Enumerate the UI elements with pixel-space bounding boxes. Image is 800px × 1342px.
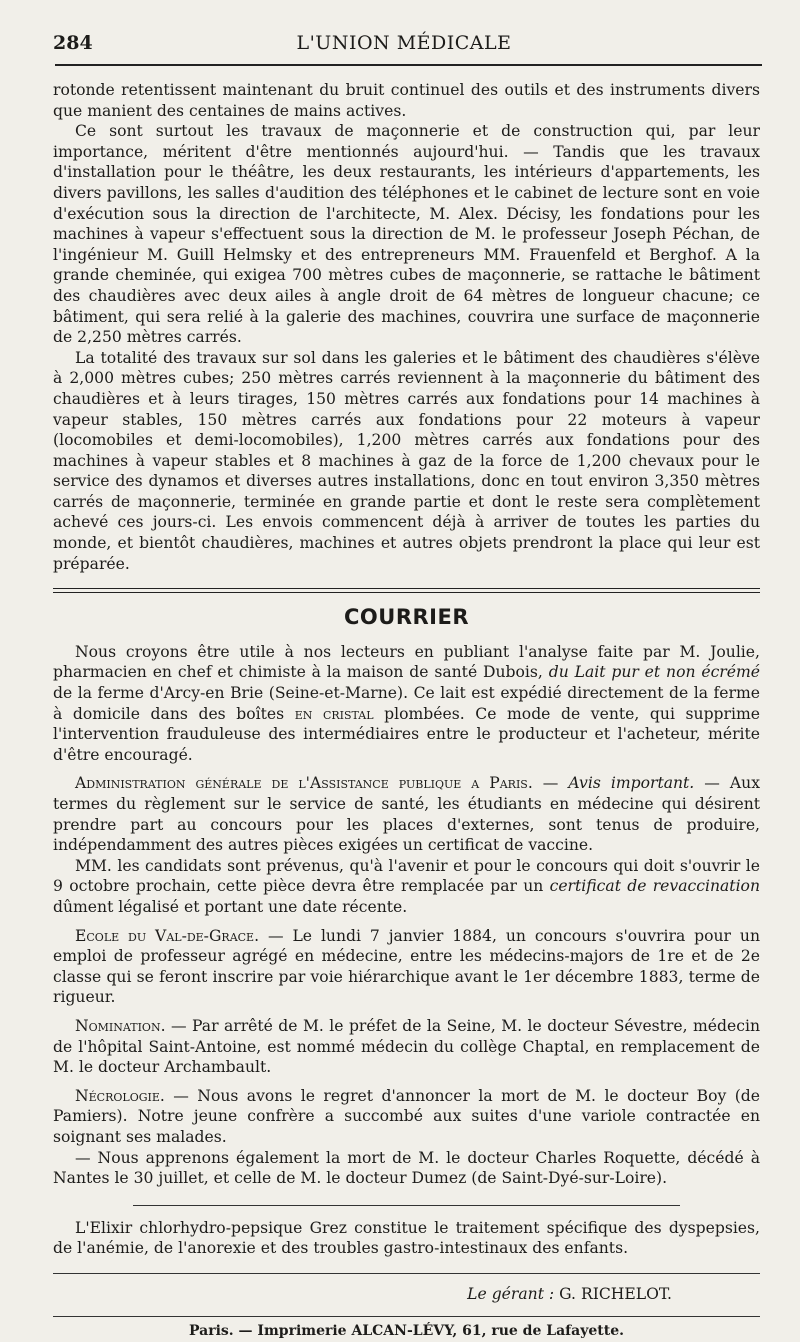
header-rule — [55, 64, 762, 66]
advert-paragraph: L'Elixir chlorhydro-pepsique Grez constitue le traitement spécifique des dyspepsies, de l'anémie, de l'anorexie et des troubles gastro-intestinaux des enfants. — [53, 1218, 760, 1258]
courrier-paragraph-deces: — Nous apprenons également la mort de M. le docteur Charles Roquette, décédé à Nantes le 30 juillet, et celle de M. le docteur Dumez (de Saint-Dyé-sur-Loire). — [53, 1148, 760, 1188]
gerant-signature: Le gérant : G. RICHELOT. — [467, 1284, 672, 1303]
courrier-paragraph-assistance: Administration générale de l'Assistance publique a Paris. — Avis important. — Aux termes du règlement sur le service de santé, les étudiants en médecine qui désirent prendre part au concours pour les places d'externes, sont tenus de produire, indépendamment des autres pièces exigées un certificat de vaccine. — [53, 774, 760, 855]
courrier-paragraph-nomination: Nomination. — Par arrêté de M. le préfet de la Seine, M. le docteur Sévestre, médecin de l'hôpital Saint-Antoine, est nommé médecin du collège Chaptal, en remplacement de M. le docteur Archambault. — [53, 1016, 760, 1077]
courrier-paragraph-val-de-grace: Ecole du Val-de-Grace. — Le lundi 7 janvier 1884, un concours s'ouvrira pour un emploi de professeur agrégé en médecine, entre les médecins-majors de 1re et de 2e classe qui se feront inscrire par voie hiérarchique avant le 1er décembre 1883, terme de rigueur. — [53, 926, 761, 1007]
courrier-paragraph-candidats: MM. les candidats sont prévenus, qu'à l'avenir et pour le concours qui doit s'ouvrir le 9 octobre prochain, cette pièce devra être remplacée par un certificat de revaccination dûment légalisé et portant une date récente. — [53, 856, 760, 916]
running-header — [48, 30, 760, 60]
printer-imprint: Paris. — Imprimerie ALCAN-LÉVY, 61, rue de Lafayette. — [189, 1323, 624, 1340]
journal-title: L'UNION MÉDICALE — [296, 32, 512, 54]
courrier-paragraph-necrologie: Nécrologie. — Nous avons le regret d'annoncer la mort de M. le docteur Boy (de Pamiers). Notre jeune confrère a succombé aux suites d'une variole contractée en soignant ses malades. — [53, 1086, 760, 1146]
section-double-rule — [53, 588, 760, 593]
article-paragraph: rotonde retentissent maintenant du bruit continuel des outils et des instruments divers que manient des centaines de mains actives. — [53, 81, 760, 120]
courrier-paragraph-milk: Nous croyons être utile à nos lecteurs en publiant l'analyse faite par M. Joulie, pharmacien en chef et chimiste à la maison de santé Dubois, du Lait pur et non écrémé de la ferme d'Arcy-en Brie (Seine-et-Marne). Ce lait est expédié directement de la ferme à domicile dans des boîtes en cristal plombées. Ce mode de vente, qui supprime l'intervention frauduleuse des intermédiaires entre le producteur et l'acheteur, mérite d'être encouragé. — [53, 642, 761, 764]
page-number: 284 — [53, 32, 93, 54]
article-paragraph: La totalité des travaux sur sol dans les galeries et le bâtiment des chaudières s'élève à 2,000 mètres cubes; 250 mètres carrés reviennent à la maçonnerie du bâtiment des chaudières et à leurs tirages, 150 mètres carrés aux fondations pour 14 machines à vapeur stables, 150 mètres carrés aux fondations pour 22 moteurs à vapeur (locomobiles et demi-locomobiles), 1,200 mètres carrés aux fondations pour des machines à vapeur stables et 8 machines à gaz de la force de 1,200 chevaux pour le service des dynamos et diverses autres installations, donc en tout environ 3,350 mètres carrés de maçonnerie, terminée en grande partie et dont le reste sera complètement achevé ces jours-ci. Les envois commencent déjà à arriver de toutes les parties du monde, et bientôt chaudières, machines et autres objets prendront la place qui leur est préparée. — [53, 348, 760, 573]
section-heading-courrier: COURRIER — [344, 605, 469, 630]
article-paragraph: Ce sont surtout les travaux de maçonnerie et de construction qui, par leur importance, méritent d'être mentionnés aujourd'hui. — Tandis que les travaux d'installation pour le théâtre, les deux restaurants, les intérieurs d'appartements, les divers pavillons, les salles d'audition des téléphones et le cabinet de lecture sont en voie d'exécution sous la direction de l'architecte, M. Alex. Décisy, les fondations pour les machines à vapeur s'effectuent sous la direction de M. le professeur Joseph Péchan, de l'ingénieur M. Guill Helmsky et des entrepreneurs MM. Frauenfeld et Berghof. A la grande cheminée, qui exigea 700 mètres cubes de maçonnerie, se rattache le bâtiment des chaudières avec deux ailes à angle droit de 64 mètres de longueur chacune; ce bâtiment, qui sera relié à la galerie des machines, couvrira une surface de maçonnerie de 2,250 mètres carrés. — [53, 122, 760, 347]
page-body — [53, 80, 760, 1342]
printer-rule — [53, 1316, 760, 1317]
